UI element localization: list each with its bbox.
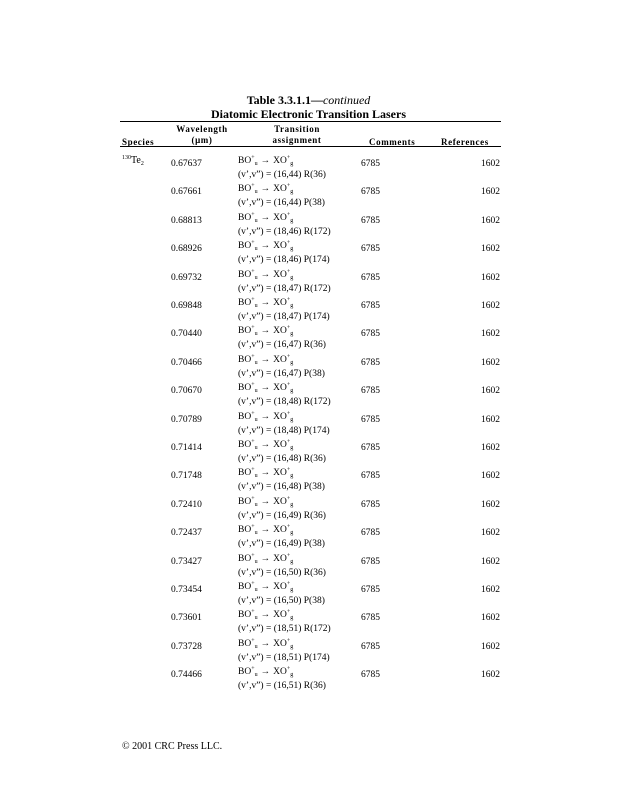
table-row — [0, 269, 617, 297]
state-assignment: (v’,v”) = (18,51) R(172) — [238, 624, 331, 635]
transition-upper-sign: + — [251, 183, 255, 190]
table-row — [0, 581, 617, 609]
transition-arrow: → — [260, 667, 271, 678]
wavelength-cell: 0.72410 — [171, 499, 202, 510]
transition-lower: XO — [273, 326, 287, 337]
transition-lower: XO — [273, 241, 287, 252]
transition-upper-sub: u — [254, 473, 258, 480]
transition-arrow: → — [260, 553, 271, 564]
state-assignment: (v’,v”) = (16,50) P(38) — [238, 596, 325, 606]
transition-lower-sub: g — [290, 246, 294, 253]
transition-upper-sign: + — [251, 609, 255, 616]
transition-upper-sub: u — [254, 416, 258, 423]
comment-cell: 6785 — [361, 159, 380, 169]
transition-lower-sign: + — [286, 382, 291, 389]
transition-upper-sign: + — [251, 297, 255, 303]
comment-cell: 6785 — [361, 585, 380, 595]
transition-lower: XO — [273, 468, 287, 479]
transition-upper: BO — [238, 496, 252, 507]
transition-lower: XO — [273, 610, 287, 621]
transition-lower: XO — [273, 354, 287, 365]
transition-upper-sub: u — [254, 615, 258, 622]
header-wavelength — [171, 124, 233, 146]
transition-upper-sub: u — [254, 530, 258, 537]
transition-upper: BO — [238, 241, 252, 252]
wavelength-cell: 0.71414 — [171, 443, 202, 453]
comment-cell: 6785 — [361, 187, 380, 198]
header-transition-line2: assignment — [272, 135, 322, 145]
table-row — [0, 297, 617, 325]
transition-lower-sign: + — [286, 467, 291, 474]
table-row — [0, 467, 617, 495]
comment-cell: 6785 — [361, 499, 380, 510]
transition-cell — [238, 212, 293, 224]
transition-cell — [238, 354, 293, 366]
transition-lower: XO — [273, 411, 287, 422]
table-row — [0, 666, 617, 694]
reference-cell: 1602 — [481, 215, 500, 226]
transition-arrow: → — [260, 184, 271, 195]
transition-arrow: → — [260, 525, 271, 536]
transition-arrow: → — [260, 212, 271, 223]
table-row — [0, 354, 617, 382]
transition-cell — [238, 297, 293, 309]
transition-upper: BO — [238, 638, 252, 649]
comment-cell: 6785 — [361, 386, 380, 397]
table-number: Table 3.3.1.1 — [246, 93, 311, 107]
state-assignment: (v’,v”) = (18,46) P(174) — [238, 255, 330, 266]
comment-cell: 6785 — [361, 215, 380, 226]
reference-cell: 1602 — [481, 301, 500, 311]
transition-upper-sub: u — [254, 672, 258, 679]
transition-lower: XO — [273, 440, 287, 450]
comment-cell: 6785 — [361, 613, 380, 624]
reference-cell: 1602 — [481, 159, 500, 169]
state-assignment: (v’,v”) = (18,46) R(172) — [238, 226, 331, 237]
transition-lower: XO — [273, 383, 287, 394]
transition-lower-sub: g — [290, 359, 294, 366]
comment-cell: 6785 — [361, 471, 380, 482]
transition-cell — [238, 411, 293, 423]
transition-upper-sub: u — [254, 587, 258, 593]
transition-upper-sub: u — [254, 643, 258, 650]
table-row — [0, 439, 617, 467]
transition-lower: XO — [273, 184, 287, 195]
transition-upper-sub: u — [254, 189, 258, 196]
transition-upper-sign: + — [251, 637, 255, 644]
table-row — [0, 609, 617, 637]
reference-cell: 1602 — [481, 528, 500, 539]
transition-upper: BO — [238, 525, 252, 536]
transition-arrow: → — [260, 156, 271, 166]
state-assignment: (v’,v”) = (18,51) P(174) — [238, 652, 330, 663]
state-assignment: (v’,v”) = (16,47) R(36) — [238, 340, 326, 351]
transition-lower-sign: + — [286, 495, 291, 502]
wavelength-cell: 0.67661 — [171, 187, 202, 198]
transition-cell — [238, 382, 293, 394]
transition-lower-sub: g — [290, 416, 294, 423]
transition-lower-sub: g — [290, 274, 294, 281]
transition-lower: XO — [273, 525, 287, 536]
species-element: Te — [131, 155, 141, 166]
transition-upper-sign: + — [251, 581, 255, 587]
transition-lower-sign: + — [286, 183, 291, 190]
transition-arrow: → — [260, 269, 271, 280]
header-transition-line1: Transition — [274, 124, 320, 134]
wavelength-cell: 0.70670 — [171, 386, 202, 397]
header-comments: Comments — [369, 137, 416, 147]
wavelength-cell: 0.73454 — [171, 585, 202, 595]
transition-upper-sign: + — [251, 524, 255, 531]
wavelength-cell: 0.69732 — [171, 272, 202, 283]
transition-cell — [238, 581, 293, 593]
table-row — [0, 524, 617, 552]
transition-arrow: → — [260, 411, 271, 422]
transition-lower-sign: + — [286, 581, 291, 587]
state-assignment: (v’,v”) = (18,47) R(172) — [238, 283, 331, 294]
table-row — [0, 638, 617, 666]
state-assignment: (v’,v”) = (16,49) P(38) — [238, 539, 325, 550]
transition-upper-sub: u — [254, 558, 258, 565]
transition-lower-sign: + — [286, 211, 291, 218]
wavelength-cell: 0.73427 — [171, 556, 202, 567]
transition-cell — [238, 155, 293, 167]
table-row — [0, 240, 617, 268]
transition-arrow: → — [260, 383, 271, 394]
transition-lower-sign: + — [286, 240, 291, 247]
reference-cell: 1602 — [481, 357, 500, 368]
transition-arrow: → — [260, 440, 271, 450]
header-transition — [262, 124, 332, 146]
transition-upper-sign: + — [251, 410, 255, 417]
transition-upper: BO — [238, 411, 252, 422]
transition-upper: BO — [238, 184, 252, 195]
transition-lower: XO — [273, 269, 287, 280]
transition-upper-sign: + — [251, 495, 255, 502]
wavelength-cell: 0.73601 — [171, 613, 202, 624]
transition-upper: BO — [238, 156, 252, 166]
transition-upper-sub: u — [254, 388, 258, 395]
transition-lower-sub: g — [290, 501, 294, 508]
transition-lower-sign: + — [286, 552, 291, 559]
transition-lower-sub: g — [290, 587, 294, 593]
table-row — [0, 155, 617, 183]
transition-cell — [238, 240, 293, 252]
top-rule — [120, 121, 501, 122]
transition-upper: BO — [238, 582, 252, 592]
state-assignment: (v’,v”) = (16,44) P(38) — [238, 198, 325, 209]
reference-cell: 1602 — [481, 499, 500, 510]
wavelength-cell: 0.70466 — [171, 357, 202, 368]
transition-upper-sign: + — [251, 268, 255, 275]
transition-cell — [238, 269, 293, 281]
transition-lower-sub: g — [290, 643, 294, 650]
transition-upper: BO — [238, 383, 252, 394]
state-assignment: (v’,v”) = (16,48) P(38) — [238, 482, 325, 493]
header-species: Species — [122, 137, 155, 147]
transition-upper: BO — [238, 553, 252, 564]
reference-cell: 1602 — [481, 443, 500, 453]
table-row — [0, 212, 617, 240]
comment-cell: 6785 — [361, 272, 380, 283]
species-count: 2 — [140, 161, 144, 167]
transition-cell — [238, 496, 293, 508]
comment-cell: 6785 — [361, 357, 380, 368]
header-rule — [120, 146, 501, 147]
reference-cell: 1602 — [481, 670, 500, 681]
transition-lower-sub: g — [290, 331, 294, 338]
transition-lower-sub: g — [290, 558, 294, 565]
comment-cell: 6785 — [361, 641, 380, 652]
transition-arrow: → — [260, 354, 271, 365]
transition-upper: BO — [238, 440, 252, 450]
wavelength-cell: 0.68926 — [171, 244, 202, 255]
comment-cell: 6785 — [361, 301, 380, 311]
transition-arrow: → — [260, 496, 271, 507]
transition-lower-sign: + — [286, 410, 291, 417]
state-assignment: (v’,v”) = (16,47) P(38) — [238, 368, 325, 379]
transition-lower-sub: g — [290, 217, 294, 224]
comment-cell: 6785 — [361, 556, 380, 567]
transition-upper: BO — [238, 269, 252, 280]
reference-cell: 1602 — [481, 556, 500, 567]
copyright-footer: © 2001 CRC Press LLC. — [122, 741, 223, 752]
transition-lower-sign: + — [286, 524, 291, 531]
header-wavelength-line2: (μm) — [191, 135, 213, 145]
reference-cell: 1602 — [481, 613, 500, 624]
transition-cell — [238, 609, 293, 621]
comment-cell: 6785 — [361, 329, 380, 340]
transition-cell — [238, 325, 293, 337]
transition-lower-sign: + — [286, 637, 291, 644]
reference-cell: 1602 — [481, 272, 500, 283]
transition-cell — [238, 467, 293, 479]
wavelength-cell: 0.70789 — [171, 414, 202, 425]
transition-upper-sign: + — [251, 666, 255, 673]
transition-lower-sign: + — [286, 353, 291, 360]
transition-upper-sub: u — [254, 445, 258, 451]
transition-lower: XO — [273, 638, 287, 649]
reference-cell: 1602 — [481, 414, 500, 425]
header-wavelength-line1: Wavelength — [176, 124, 228, 134]
transition-lower-sub: g — [290, 303, 294, 309]
reference-cell: 1602 — [481, 187, 500, 198]
transition-lower-sub: g — [290, 615, 294, 622]
transition-upper-sign: + — [251, 353, 255, 360]
comment-cell: 6785 — [361, 244, 380, 255]
transition-upper-sub: u — [254, 303, 258, 309]
transition-upper-sign: + — [251, 467, 255, 474]
transition-upper-sign: + — [251, 240, 255, 247]
transition-upper-sub: u — [254, 246, 258, 253]
transition-lower: XO — [273, 667, 287, 678]
state-assignment: (v’,v”) = (16,44) R(36) — [238, 170, 326, 180]
comment-cell: 6785 — [361, 443, 380, 453]
state-assignment: (v’,v”) = (16,48) R(36) — [238, 454, 326, 464]
transition-lower-sign: + — [286, 155, 291, 161]
transition-cell — [238, 553, 293, 565]
wavelength-cell: 0.74466 — [171, 670, 202, 681]
state-assignment: (v’,v”) = (16,50) R(36) — [238, 567, 326, 578]
table-row — [0, 553, 617, 581]
transition-cell — [238, 638, 293, 650]
transition-upper: BO — [238, 212, 252, 223]
transition-lower-sub: g — [290, 445, 294, 451]
table-row — [0, 411, 617, 439]
reference-cell: 1602 — [481, 641, 500, 652]
transition-lower-sign: + — [286, 268, 291, 275]
transition-cell — [238, 666, 293, 678]
state-assignment: (v’,v”) = (16,51) R(36) — [238, 681, 326, 692]
transition-upper-sign: + — [251, 382, 255, 389]
transition-lower-sub: g — [290, 530, 294, 537]
state-assignment: (v’,v”) = (18,48) P(174) — [238, 425, 330, 436]
transition-arrow: → — [260, 468, 271, 479]
transition-cell — [238, 524, 293, 536]
transition-lower: XO — [273, 298, 287, 308]
reference-cell: 1602 — [481, 244, 500, 255]
reference-cell: 1602 — [481, 386, 500, 397]
transition-upper: BO — [238, 667, 252, 678]
header-references: References — [441, 137, 489, 147]
table-subtitle: Diatomic Electronic Transition Lasers — [211, 107, 406, 121]
transition-upper-sign: + — [251, 552, 255, 559]
transition-lower-sign: + — [286, 666, 291, 673]
reference-cell: 1602 — [481, 471, 500, 482]
transition-lower-sub: g — [290, 189, 294, 196]
state-assignment: (v’,v”) = (18,48) R(172) — [238, 397, 331, 408]
transition-upper-sub: u — [254, 331, 258, 338]
reference-cell: 1602 — [481, 329, 500, 340]
table-row — [0, 325, 617, 353]
transition-cell — [238, 439, 293, 451]
transition-lower: XO — [273, 212, 287, 223]
transition-upper-sub: u — [254, 501, 258, 508]
table-row — [0, 382, 617, 410]
transition-lower-sign: + — [286, 297, 291, 303]
transition-upper-sign: + — [251, 211, 255, 218]
wavelength-cell: 0.68813 — [171, 215, 202, 226]
transition-upper-sub: u — [254, 217, 258, 224]
transition-upper: BO — [238, 354, 252, 365]
table-row — [0, 183, 617, 211]
transition-cell — [238, 183, 293, 195]
transition-upper: BO — [238, 610, 252, 621]
transition-upper-sub: u — [254, 359, 258, 366]
wavelength-cell: 0.71748 — [171, 471, 202, 482]
transition-lower-sub: g — [290, 672, 294, 679]
wavelength-cell: 0.67637 — [171, 159, 202, 169]
transition-upper: BO — [238, 298, 252, 308]
transition-upper-sign: + — [251, 439, 255, 445]
state-assignment: (v’,v”) = (16,49) R(36) — [238, 510, 326, 521]
transition-arrow: → — [260, 326, 271, 337]
transition-arrow: → — [260, 241, 271, 252]
transition-lower: XO — [273, 582, 287, 592]
transition-upper: BO — [238, 326, 252, 337]
comment-cell: 6785 — [361, 528, 380, 539]
transition-arrow: → — [260, 298, 271, 308]
transition-lower: XO — [273, 553, 287, 564]
transition-arrow: → — [260, 610, 271, 621]
transition-lower-sign: + — [286, 325, 291, 332]
table-row — [0, 496, 617, 524]
transition-upper-sign: + — [251, 325, 255, 332]
transition-upper-sub: u — [254, 274, 258, 281]
transition-lower-sub: g — [290, 473, 294, 480]
transition-upper-sign: + — [251, 155, 255, 161]
transition-lower: XO — [273, 156, 287, 166]
comment-cell: 6785 — [361, 670, 380, 681]
reference-cell: 1602 — [481, 585, 500, 595]
transition-arrow: → — [260, 638, 271, 649]
transition-lower-sub: g — [290, 161, 294, 167]
species-mass: 130 — [122, 155, 131, 161]
transition-lower-sign: + — [286, 609, 291, 616]
wavelength-cell: 0.73728 — [171, 641, 202, 652]
transition-upper-sub: u — [254, 161, 258, 167]
transition-lower: XO — [273, 496, 287, 507]
wavelength-cell: 0.70440 — [171, 329, 202, 340]
state-assignment: (v’,v”) = (18,47) P(174) — [238, 312, 330, 322]
title-continued: continued — [322, 93, 371, 107]
table-title — [0, 93, 617, 108]
transition-lower-sub: g — [290, 388, 294, 395]
wavelength-cell: 0.69848 — [171, 301, 202, 311]
transition-lower-sign: + — [286, 439, 291, 445]
transition-upper: BO — [238, 468, 252, 479]
wavelength-cell: 0.72437 — [171, 528, 202, 539]
title-dash: — — [310, 93, 323, 107]
transition-arrow: → — [260, 582, 271, 592]
comment-cell: 6785 — [361, 414, 380, 425]
